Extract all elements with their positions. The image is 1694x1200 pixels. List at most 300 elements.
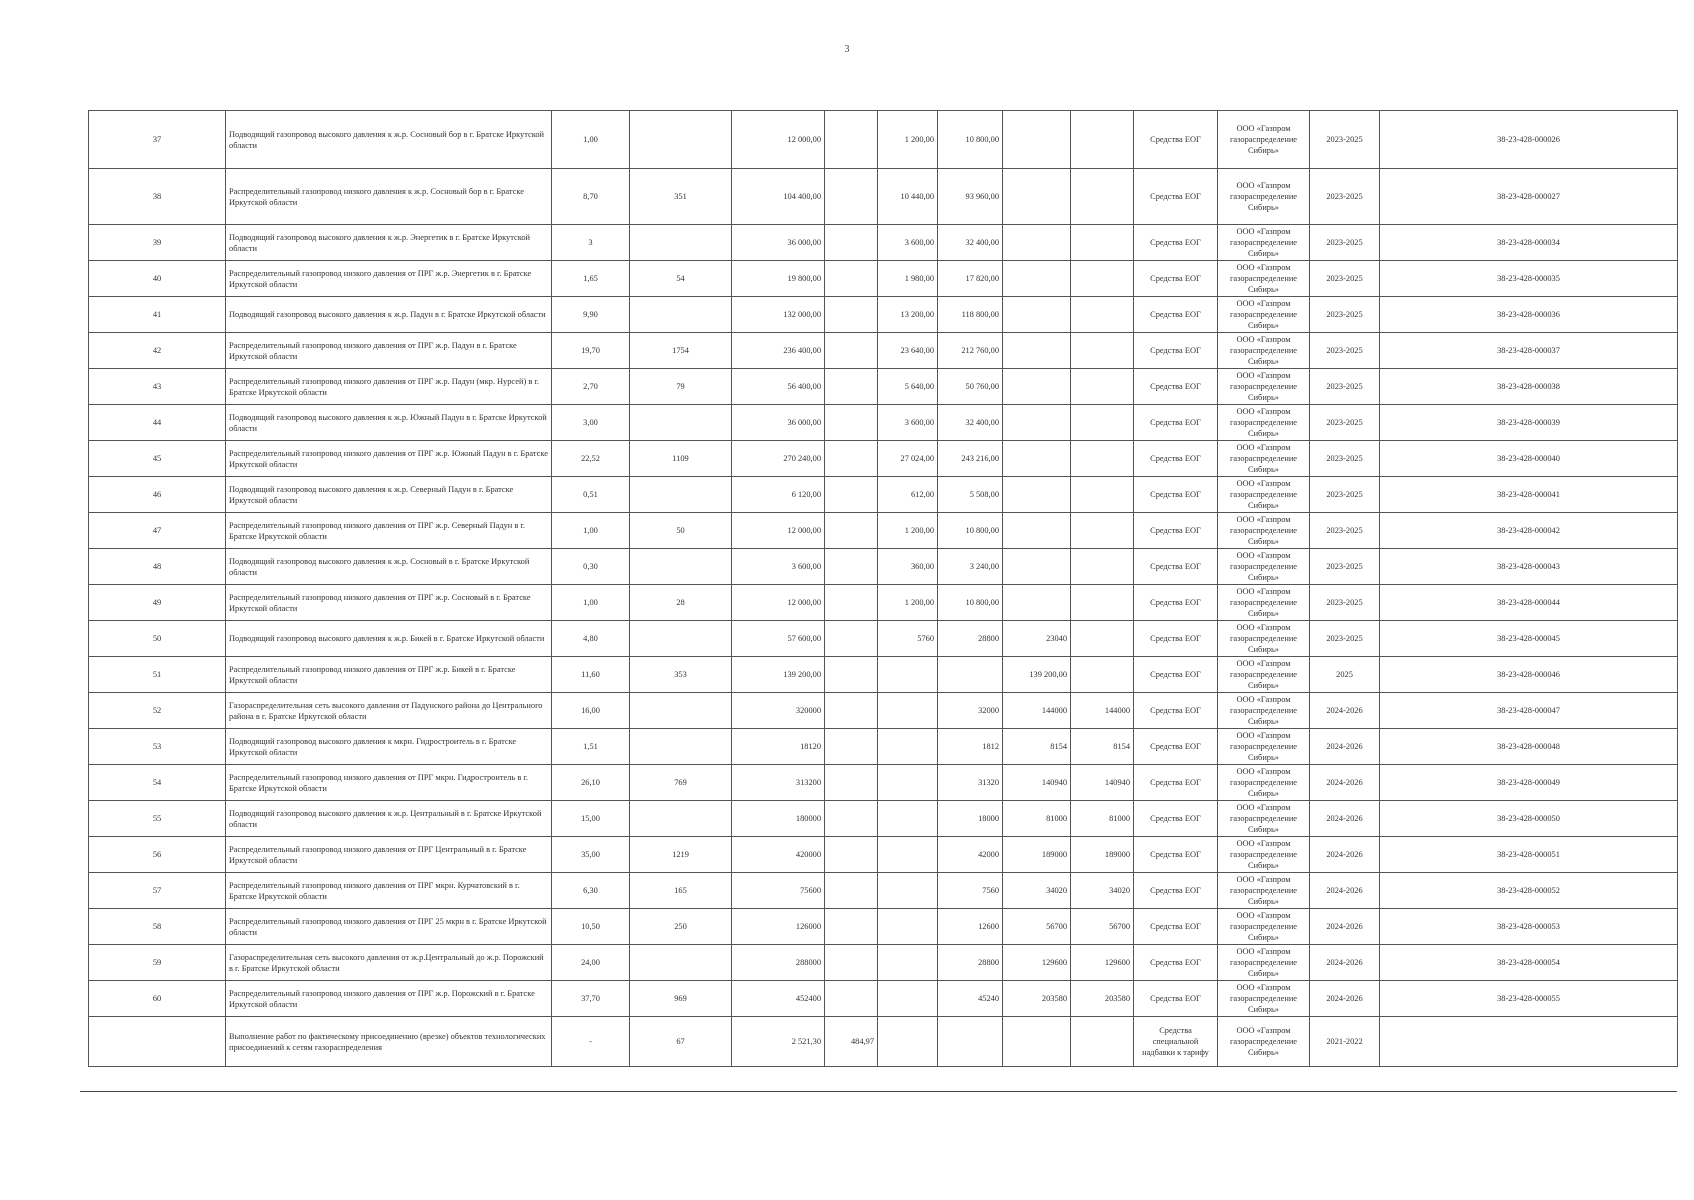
cost-2026-cell: 203580	[1071, 981, 1134, 1017]
connection-count-cell	[630, 621, 732, 657]
row-number-cell: 44	[89, 405, 226, 441]
row-number-cell: 42	[89, 333, 226, 369]
cost-2024-cell: 32 400,00	[938, 405, 1003, 441]
cost-2024-cell: 10 800,00	[938, 585, 1003, 621]
funding-source-cell: Средства ЕОГ	[1134, 513, 1218, 549]
length-km-cell: 0,30	[552, 549, 630, 585]
funding-source-cell: Средства специальной надбавки к тарифу	[1134, 1017, 1218, 1067]
executor-org-cell: ООО «Газпром газораспределение Сибирь»	[1218, 621, 1310, 657]
cost-2026-cell	[1071, 297, 1134, 333]
cost-2021-2022-cell	[825, 981, 878, 1017]
connection-count-cell: 50	[630, 513, 732, 549]
table-row	[89, 333, 1678, 369]
funding-source-cell: Средства ЕОГ	[1134, 477, 1218, 513]
cost-2023-cell	[878, 981, 938, 1017]
table-row	[89, 1017, 1678, 1067]
executor-org-cell: ООО «Газпром газораспределение Сибирь»	[1218, 801, 1310, 837]
total-cost-cell: 3 600,00	[732, 549, 825, 585]
cost-2023-cell: 1 980,00	[878, 261, 938, 297]
object-name-cell: Выполнение работ по фактическому присоединению (врезке) объектов технологических присоединений к сетям газораспределения	[226, 1017, 552, 1067]
row-number-cell: 60	[89, 981, 226, 1017]
total-cost-cell: 313200	[732, 765, 825, 801]
project-code-cell: 38-23-428-000045	[1380, 621, 1678, 657]
executor-org-cell: ООО «Газпром газораспределение Сибирь»	[1218, 837, 1310, 873]
length-km-cell: 11,60	[552, 657, 630, 693]
object-name-cell: Распределительный газопровод низкого давления от ПРГ Центральный в г. Братске Иркутской области	[226, 837, 552, 873]
cost-2026-cell	[1071, 441, 1134, 477]
cost-2021-2022-cell	[825, 549, 878, 585]
connection-count-cell	[630, 111, 732, 169]
cost-2023-cell	[878, 657, 938, 693]
length-km-cell: 37,70	[552, 981, 630, 1017]
total-cost-cell: 36 000,00	[732, 225, 825, 261]
row-number-cell: 55	[89, 801, 226, 837]
total-cost-cell: 12 000,00	[732, 513, 825, 549]
cost-2025-cell	[1003, 297, 1071, 333]
cost-2025-cell: 56700	[1003, 909, 1071, 945]
project-code-cell: 38-23-428-000041	[1380, 477, 1678, 513]
bottom-rule	[80, 1091, 1677, 1092]
object-name-cell: Распределительный газопровод низкого давления от ПРГ 25 мкрн в г. Братске Иркутской области	[226, 909, 552, 945]
cost-2023-cell	[878, 765, 938, 801]
table-row	[89, 441, 1678, 477]
cost-2025-cell: 34020	[1003, 873, 1071, 909]
cost-2025-cell	[1003, 169, 1071, 225]
implementation-period-cell: 2023-2025	[1310, 261, 1380, 297]
funding-source-cell: Средства ЕОГ	[1134, 657, 1218, 693]
total-cost-cell: 126000	[732, 909, 825, 945]
cost-2024-cell: 1812	[938, 729, 1003, 765]
length-km-cell: 1,00	[552, 585, 630, 621]
cost-2026-cell	[1071, 111, 1134, 169]
funding-source-cell: Средства ЕОГ	[1134, 111, 1218, 169]
investment-table	[88, 110, 1678, 1067]
funding-source-cell: Средства ЕОГ	[1134, 369, 1218, 405]
cost-2023-cell	[878, 801, 938, 837]
connection-count-cell: 969	[630, 981, 732, 1017]
project-code-cell: 38-23-428-000026	[1380, 111, 1678, 169]
row-number-cell: 48	[89, 549, 226, 585]
project-code-cell	[1380, 1017, 1678, 1067]
cost-2026-cell	[1071, 513, 1134, 549]
total-cost-cell: 420000	[732, 837, 825, 873]
project-code-cell: 38-23-428-000048	[1380, 729, 1678, 765]
object-name-cell: Распределительный газопровод низкого давления от ПРГ ж.р. Энергетик в г. Братске Иркутской области	[226, 261, 552, 297]
total-cost-cell: 288000	[732, 945, 825, 981]
project-code-cell: 38-23-428-000036	[1380, 297, 1678, 333]
row-number-cell	[89, 1017, 226, 1067]
cost-2024-cell: 10 800,00	[938, 513, 1003, 549]
table-row	[89, 873, 1678, 909]
executor-org-cell: ООО «Газпром газораспределение Сибирь»	[1218, 225, 1310, 261]
connection-count-cell: 1219	[630, 837, 732, 873]
cost-2021-2022-cell	[825, 111, 878, 169]
cost-2023-cell	[878, 837, 938, 873]
cost-2025-cell	[1003, 333, 1071, 369]
cost-2026-cell	[1071, 369, 1134, 405]
row-number-cell: 46	[89, 477, 226, 513]
table-row	[89, 549, 1678, 585]
total-cost-cell: 18120	[732, 729, 825, 765]
cost-2025-cell	[1003, 477, 1071, 513]
table-row	[89, 765, 1678, 801]
cost-2021-2022-cell	[825, 441, 878, 477]
total-cost-cell: 6 120,00	[732, 477, 825, 513]
total-cost-cell: 12 000,00	[732, 585, 825, 621]
cost-2023-cell	[878, 909, 938, 945]
funding-source-cell: Средства ЕОГ	[1134, 169, 1218, 225]
cost-2021-2022-cell	[825, 405, 878, 441]
cost-2024-cell: 28800	[938, 945, 1003, 981]
funding-source-cell: Средства ЕОГ	[1134, 621, 1218, 657]
executor-org-cell: ООО «Газпром газораспределение Сибирь»	[1218, 369, 1310, 405]
cost-2023-cell: 612,00	[878, 477, 938, 513]
table-row	[89, 297, 1678, 333]
total-cost-cell: 270 240,00	[732, 441, 825, 477]
cost-2021-2022-cell	[825, 297, 878, 333]
cost-2025-cell: 139 200,00	[1003, 657, 1071, 693]
cost-2024-cell: 12600	[938, 909, 1003, 945]
connection-count-cell: 1754	[630, 333, 732, 369]
length-km-cell: -	[552, 1017, 630, 1067]
object-name-cell: Распределительный газопровод низкого давления от ПРГ ж.р. Падун (мкр. Нурсей) в г. Братске Иркутской области	[226, 369, 552, 405]
row-number-cell: 45	[89, 441, 226, 477]
cost-2023-cell: 27 024,00	[878, 441, 938, 477]
table-row	[89, 405, 1678, 441]
cost-2021-2022-cell	[825, 513, 878, 549]
total-cost-cell: 452400	[732, 981, 825, 1017]
cost-2026-cell: 8154	[1071, 729, 1134, 765]
implementation-period-cell: 2024-2026	[1310, 765, 1380, 801]
cost-2024-cell: 3 240,00	[938, 549, 1003, 585]
object-name-cell: Подводящий газопровод высокого давления к ж.р. Энергетик в г. Братске Иркутской области	[226, 225, 552, 261]
table-row	[89, 477, 1678, 513]
connection-count-cell: 769	[630, 765, 732, 801]
implementation-period-cell: 2024-2026	[1310, 909, 1380, 945]
table-row	[89, 657, 1678, 693]
table-row	[89, 585, 1678, 621]
executor-org-cell: ООО «Газпром газораспределение Сибирь»	[1218, 585, 1310, 621]
cost-2024-cell: 32000	[938, 693, 1003, 729]
table-row	[89, 909, 1678, 945]
cost-2024-cell: 31320	[938, 765, 1003, 801]
table-row	[89, 621, 1678, 657]
row-number-cell: 52	[89, 693, 226, 729]
implementation-period-cell: 2024-2026	[1310, 945, 1380, 981]
cost-2024-cell	[938, 1017, 1003, 1067]
project-code-cell: 38-23-428-000046	[1380, 657, 1678, 693]
cost-2026-cell: 56700	[1071, 909, 1134, 945]
implementation-period-cell: 2024-2026	[1310, 873, 1380, 909]
implementation-period-cell: 2023-2025	[1310, 369, 1380, 405]
executor-org-cell: ООО «Газпром газораспределение Сибирь»	[1218, 441, 1310, 477]
cost-2025-cell: 189000	[1003, 837, 1071, 873]
connection-count-cell: 351	[630, 169, 732, 225]
cost-2021-2022-cell	[825, 657, 878, 693]
object-name-cell: Распределительный газопровод низкого давления от ПРГ ж.р. Порожский в г. Братске Иркутской области	[226, 981, 552, 1017]
cost-2023-cell: 1 200,00	[878, 111, 938, 169]
implementation-period-cell: 2023-2025	[1310, 405, 1380, 441]
implementation-period-cell: 2023-2025	[1310, 441, 1380, 477]
executor-org-cell: ООО «Газпром газораспределение Сибирь»	[1218, 981, 1310, 1017]
project-code-cell: 38-23-428-000051	[1380, 837, 1678, 873]
cost-2026-cell	[1071, 405, 1134, 441]
implementation-period-cell: 2023-2025	[1310, 297, 1380, 333]
funding-source-cell: Средства ЕОГ	[1134, 729, 1218, 765]
cost-2025-cell	[1003, 369, 1071, 405]
cost-2024-cell: 32 400,00	[938, 225, 1003, 261]
funding-source-cell: Средства ЕОГ	[1134, 549, 1218, 585]
object-name-cell: Подводящий газопровод высокого давления к ж.р. Южный Падун в г. Братске Иркутской области	[226, 405, 552, 441]
row-number-cell: 56	[89, 837, 226, 873]
cost-2024-cell	[938, 657, 1003, 693]
executor-org-cell: ООО «Газпром газораспределение Сибирь»	[1218, 657, 1310, 693]
total-cost-cell: 36 000,00	[732, 405, 825, 441]
cost-2026-cell	[1071, 549, 1134, 585]
cost-2021-2022-cell	[825, 225, 878, 261]
row-number-cell: 49	[89, 585, 226, 621]
row-number-cell: 53	[89, 729, 226, 765]
total-cost-cell: 236 400,00	[732, 333, 825, 369]
connection-count-cell: 79	[630, 369, 732, 405]
cost-2024-cell: 17 820,00	[938, 261, 1003, 297]
total-cost-cell: 19 800,00	[732, 261, 825, 297]
total-cost-cell: 132 000,00	[732, 297, 825, 333]
project-code-cell: 38-23-428-000043	[1380, 549, 1678, 585]
funding-source-cell: Средства ЕОГ	[1134, 765, 1218, 801]
cost-2026-cell	[1071, 333, 1134, 369]
length-km-cell: 26,10	[552, 765, 630, 801]
length-km-cell: 10,50	[552, 909, 630, 945]
length-km-cell: 1,51	[552, 729, 630, 765]
object-name-cell: Подводящий газопровод высокого давления к ж.р. Бикей в г. Братске Иркутской области	[226, 621, 552, 657]
length-km-cell: 35,00	[552, 837, 630, 873]
implementation-period-cell: 2024-2026	[1310, 693, 1380, 729]
executor-org-cell: ООО «Газпром газораспределение Сибирь»	[1218, 261, 1310, 297]
executor-org-cell: ООО «Газпром газораспределение Сибирь»	[1218, 477, 1310, 513]
connection-count-cell	[630, 801, 732, 837]
cost-2025-cell	[1003, 261, 1071, 297]
object-name-cell: Подводящий газопровод высокого давления к ж.р. Северный Падун в г. Братске Иркутской области	[226, 477, 552, 513]
object-name-cell: Подводящий газопровод высокого давления к мкрн. Гидростроитель в г. Братске Иркутской области	[226, 729, 552, 765]
implementation-period-cell: 2023-2025	[1310, 585, 1380, 621]
cost-2021-2022-cell	[825, 477, 878, 513]
cost-2024-cell: 42000	[938, 837, 1003, 873]
table-row	[89, 225, 1678, 261]
executor-org-cell: ООО «Газпром газораспределение Сибирь»	[1218, 513, 1310, 549]
connection-count-cell	[630, 405, 732, 441]
cost-2023-cell: 5760	[878, 621, 938, 657]
length-km-cell: 3,00	[552, 405, 630, 441]
cost-2021-2022-cell	[825, 621, 878, 657]
implementation-period-cell: 2023-2025	[1310, 549, 1380, 585]
cost-2023-cell	[878, 873, 938, 909]
table-row	[89, 945, 1678, 981]
funding-source-cell: Средства ЕОГ	[1134, 225, 1218, 261]
cost-2023-cell: 23 640,00	[878, 333, 938, 369]
cost-2025-cell	[1003, 585, 1071, 621]
page-number: 3	[844, 44, 850, 55]
cost-2021-2022-cell	[825, 169, 878, 225]
total-cost-cell: 12 000,00	[732, 111, 825, 169]
cost-2023-cell: 10 440,00	[878, 169, 938, 225]
table-row	[89, 111, 1678, 169]
cost-2025-cell: 129600	[1003, 945, 1071, 981]
row-number-cell: 43	[89, 369, 226, 405]
executor-org-cell: ООО «Газпром газораспределение Сибирь»	[1218, 765, 1310, 801]
table-row	[89, 369, 1678, 405]
project-code-cell: 38-23-428-000050	[1380, 801, 1678, 837]
cost-2025-cell: 81000	[1003, 801, 1071, 837]
row-number-cell: 50	[89, 621, 226, 657]
row-number-cell: 59	[89, 945, 226, 981]
object-name-cell: Распределительный газопровод низкого давления от ПРГ ж.р. Бикей в г. Братске Иркутской области	[226, 657, 552, 693]
executor-org-cell: ООО «Газпром газораспределение Сибирь»	[1218, 729, 1310, 765]
executor-org-cell: ООО «Газпром газораспределение Сибирь»	[1218, 297, 1310, 333]
cost-2021-2022-cell	[825, 873, 878, 909]
length-km-cell: 6,30	[552, 873, 630, 909]
cost-2025-cell	[1003, 441, 1071, 477]
total-cost-cell: 320000	[732, 693, 825, 729]
funding-source-cell: Средства ЕОГ	[1134, 945, 1218, 981]
object-name-cell: Подводящий газопровод высокого давления к ж.р. Сосновый бор в г. Братске Иркутской области	[226, 111, 552, 169]
object-name-cell: Распределительный газопровод низкого давления к ж.р. Сосновый бор в г. Братске Иркутской области	[226, 169, 552, 225]
cost-2023-cell	[878, 945, 938, 981]
length-km-cell: 15,00	[552, 801, 630, 837]
project-code-cell: 38-23-428-000049	[1380, 765, 1678, 801]
cost-2025-cell	[1003, 513, 1071, 549]
cost-2026-cell	[1071, 621, 1134, 657]
project-code-cell: 38-23-428-000055	[1380, 981, 1678, 1017]
project-code-cell: 38-23-428-000035	[1380, 261, 1678, 297]
executor-org-cell: ООО «Газпром газораспределение Сибирь»	[1218, 111, 1310, 169]
row-number-cell: 40	[89, 261, 226, 297]
implementation-period-cell: 2021-2022	[1310, 1017, 1380, 1067]
funding-source-cell: Средства ЕОГ	[1134, 585, 1218, 621]
funding-source-cell: Средства ЕОГ	[1134, 405, 1218, 441]
cost-2023-cell: 3 600,00	[878, 225, 938, 261]
total-cost-cell: 139 200,00	[732, 657, 825, 693]
connection-count-cell: 165	[630, 873, 732, 909]
cost-2026-cell	[1071, 261, 1134, 297]
connection-count-cell: 1109	[630, 441, 732, 477]
object-name-cell: Подводящий газопровод высокого давления к ж.р. Сосновый в г. Братске Иркутской области	[226, 549, 552, 585]
project-code-cell: 38-23-428-000034	[1380, 225, 1678, 261]
cost-2025-cell	[1003, 405, 1071, 441]
length-km-cell: 3	[552, 225, 630, 261]
cost-2025-cell	[1003, 549, 1071, 585]
connection-count-cell	[630, 225, 732, 261]
cost-2026-cell	[1071, 1017, 1134, 1067]
implementation-period-cell: 2024-2026	[1310, 729, 1380, 765]
total-cost-cell: 56 400,00	[732, 369, 825, 405]
funding-source-cell: Средства ЕОГ	[1134, 297, 1218, 333]
length-km-cell: 1,00	[552, 513, 630, 549]
length-km-cell: 1,00	[552, 111, 630, 169]
cost-2025-cell: 8154	[1003, 729, 1071, 765]
table-row	[89, 801, 1678, 837]
cost-2021-2022-cell	[825, 945, 878, 981]
length-km-cell: 9,90	[552, 297, 630, 333]
row-number-cell: 47	[89, 513, 226, 549]
cost-2026-cell: 81000	[1071, 801, 1134, 837]
row-number-cell: 58	[89, 909, 226, 945]
funding-source-cell: Средства ЕОГ	[1134, 837, 1218, 873]
length-km-cell: 2,70	[552, 369, 630, 405]
cost-2021-2022-cell: 484,97	[825, 1017, 878, 1067]
row-number-cell: 38	[89, 169, 226, 225]
cost-2023-cell: 13 200,00	[878, 297, 938, 333]
total-cost-cell: 57 600,00	[732, 621, 825, 657]
executor-org-cell: ООО «Газпром газораспределение Сибирь»	[1218, 693, 1310, 729]
cost-2026-cell: 144000	[1071, 693, 1134, 729]
project-code-cell: 38-23-428-000039	[1380, 405, 1678, 441]
cost-2021-2022-cell	[825, 837, 878, 873]
funding-source-cell: Средства ЕОГ	[1134, 441, 1218, 477]
cost-2025-cell: 203580	[1003, 981, 1071, 1017]
table-row	[89, 261, 1678, 297]
cost-2026-cell	[1071, 585, 1134, 621]
row-number-cell: 39	[89, 225, 226, 261]
cost-2026-cell	[1071, 225, 1134, 261]
cost-2026-cell: 140940	[1071, 765, 1134, 801]
project-code-cell: 38-23-428-000047	[1380, 693, 1678, 729]
cost-2023-cell: 1 200,00	[878, 513, 938, 549]
cost-2025-cell: 140940	[1003, 765, 1071, 801]
executor-org-cell: ООО «Газпром газораспределение Сибирь»	[1218, 333, 1310, 369]
funding-source-cell: Средства ЕОГ	[1134, 873, 1218, 909]
cost-2021-2022-cell	[825, 585, 878, 621]
object-name-cell: Распределительный газопровод низкого давления от ПРГ мкрн. Курчатовский в г. Братске Иркутской области	[226, 873, 552, 909]
cost-2026-cell	[1071, 477, 1134, 513]
object-name-cell: Подводящий газопровод высокого давления к ж.р. Центральный в г. Братске Иркутской области	[226, 801, 552, 837]
object-name-cell: Распределительный газопровод низкого давления от ПРГ ж.р. Южный Падун в г. Братске Иркутской области	[226, 441, 552, 477]
object-name-cell: Распределительный газопровод низкого давления от ПРГ мкрн. Гидростроитель в г. Братске Иркутской области	[226, 765, 552, 801]
row-number-cell: 37	[89, 111, 226, 169]
implementation-period-cell: 2025	[1310, 657, 1380, 693]
row-number-cell: 51	[89, 657, 226, 693]
implementation-period-cell: 2023-2025	[1310, 111, 1380, 169]
cost-2025-cell	[1003, 1017, 1071, 1067]
cost-2024-cell: 243 216,00	[938, 441, 1003, 477]
project-code-cell: 38-23-428-000037	[1380, 333, 1678, 369]
implementation-period-cell: 2024-2026	[1310, 801, 1380, 837]
cost-2025-cell	[1003, 225, 1071, 261]
connection-count-cell: 353	[630, 657, 732, 693]
connection-count-cell	[630, 945, 732, 981]
connection-count-cell	[630, 549, 732, 585]
cost-2023-cell	[878, 693, 938, 729]
connection-count-cell: 54	[630, 261, 732, 297]
cost-2023-cell: 3 600,00	[878, 405, 938, 441]
length-km-cell: 22,52	[552, 441, 630, 477]
total-cost-cell: 2 521,30	[732, 1017, 825, 1067]
funding-source-cell: Средства ЕОГ	[1134, 693, 1218, 729]
implementation-period-cell: 2023-2025	[1310, 621, 1380, 657]
connection-count-cell	[630, 729, 732, 765]
cost-2021-2022-cell	[825, 693, 878, 729]
cost-2025-cell: 144000	[1003, 693, 1071, 729]
project-code-cell: 38-23-428-000040	[1380, 441, 1678, 477]
cost-2026-cell: 189000	[1071, 837, 1134, 873]
cost-2024-cell: 5 508,00	[938, 477, 1003, 513]
cost-2026-cell: 34020	[1071, 873, 1134, 909]
connection-count-cell: 250	[630, 909, 732, 945]
length-km-cell: 1,65	[552, 261, 630, 297]
row-number-cell: 41	[89, 297, 226, 333]
implementation-period-cell: 2023-2025	[1310, 513, 1380, 549]
table-row	[89, 693, 1678, 729]
